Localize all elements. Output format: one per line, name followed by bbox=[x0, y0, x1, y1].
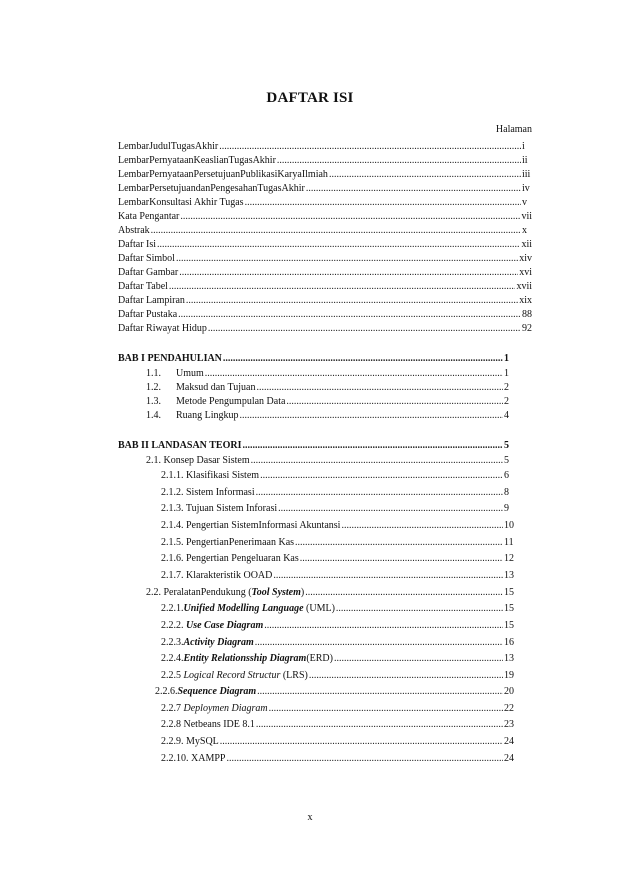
toc-row[interactable]: 2.2.9. MySQL ..... 24 bbox=[161, 736, 514, 748]
toc-row[interactable]: LembarPersetujuandanPengesahanTugasAkhir ..... iv bbox=[118, 183, 532, 195]
toc-row[interactable]: LembarPernyataanPersetujuanPublikasiKaryaIlmiah ..... iii bbox=[118, 169, 532, 181]
toc-row[interactable]: Daftar Isi ..... xii bbox=[118, 239, 532, 251]
toc-row[interactable]: 2.2.6.Sequence Diagram ..... 20 bbox=[155, 686, 514, 698]
toc-row[interactable]: 2.2.1.Unified Modelling Language (UML) ..... 15 bbox=[161, 603, 514, 615]
toc-row[interactable]: 2.1.2. Sistem Informasi ..... 8 bbox=[161, 487, 514, 499]
toc-row[interactable]: 2.1.5. PengertianPenerimaan Kas ..... 11 bbox=[161, 537, 514, 549]
toc-row[interactable]: Daftar Pustaka ..... 88 bbox=[118, 309, 532, 321]
toc-row[interactable]: 2.2.8 Netbeans IDE 8.1 ..... 23 bbox=[161, 719, 514, 731]
toc-row[interactable]: LembarKonsultasi Akhir Tugas ..... v bbox=[118, 197, 532, 209]
toc-row[interactable]: 1.3. Metode Pengumpulan Data ..... 2 bbox=[146, 396, 514, 408]
toc-row[interactable]: 1.1. Umum ..... 1 bbox=[146, 368, 514, 380]
toc-row[interactable]: 2.1. Konsep Dasar Sistem ..... 5 bbox=[146, 455, 514, 467]
toc-row[interactable]: 1.2. Maksud dan Tujuan ..... 2 bbox=[146, 382, 514, 394]
page-title: DAFTAR ISI bbox=[266, 90, 354, 106]
toc-row[interactable]: Daftar Riwayat Hidup ..... 92 bbox=[118, 323, 532, 335]
halaman-label: Halaman bbox=[495, 124, 532, 135]
toc-row[interactable]: Kata Pengantar ..... vii bbox=[118, 211, 532, 223]
chapter-heading[interactable]: BAB II LANDASAN TEORI ..... 5 bbox=[118, 440, 514, 452]
toc-row[interactable]: 2.1.3. Tujuan Sistem Inforasi ..... 9 bbox=[161, 503, 514, 515]
toc-row[interactable]: 2.1.6. Pengertian Pengeluaran Kas ..... 12 bbox=[161, 553, 514, 565]
chapter-heading[interactable]: BAB I PENDAHULIAN ..... 1 bbox=[118, 353, 514, 365]
toc-row[interactable]: 2.2.7 Deploymen Diagram ..... 22 bbox=[161, 703, 514, 715]
toc-row[interactable]: 2.2.2. Use Case Diagram ..... 15 bbox=[161, 620, 514, 632]
toc-row[interactable]: 2.1.4. Pengertian SistemInformasi Akuntansi ..... 10 bbox=[161, 520, 514, 532]
toc-row[interactable]: 2.2.3.Activity Diagram ..... 16 bbox=[161, 637, 514, 649]
toc-row[interactable]: Daftar Tabel ..... xvii bbox=[118, 281, 532, 293]
toc-row[interactable]: 2.1.7. Klarakteristik OOAD ..... 13 bbox=[161, 570, 514, 582]
toc-row[interactable]: 2.2.4.Entity Relationsship Diagram(ERD) ..... 13 bbox=[161, 653, 514, 665]
toc-row[interactable]: 2.1.1. Klasifikasi Sistem ..... 6 bbox=[161, 470, 514, 482]
toc-row[interactable]: 2.2.5 Logical Record Structur (LRS) ..... 19 bbox=[161, 670, 514, 682]
page-number: x bbox=[307, 812, 313, 823]
toc-row[interactable]: Daftar Simbol ..... xiv bbox=[118, 253, 532, 265]
toc-row[interactable]: 2.2. PeralatanPendukung (Tool System) ..... 15 bbox=[146, 587, 514, 599]
toc-row[interactable]: LembarPernyataanKeaslianTugasAkhir ..... ii bbox=[118, 155, 532, 167]
toc-row[interactable]: Daftar Lampiran ..... xix bbox=[118, 295, 532, 307]
toc-row[interactable]: LembarJudulTugasAkhir ..... i bbox=[118, 141, 532, 153]
toc-row[interactable]: 1.4. Ruang Lingkup ..... 4 bbox=[146, 410, 514, 422]
toc-row[interactable]: 2.2.10. XAMPP ..... 24 bbox=[161, 753, 514, 765]
toc-row[interactable]: Daftar Gambar ..... xvi bbox=[118, 267, 532, 279]
toc-row[interactable]: Abstrak ..... x bbox=[118, 225, 532, 237]
